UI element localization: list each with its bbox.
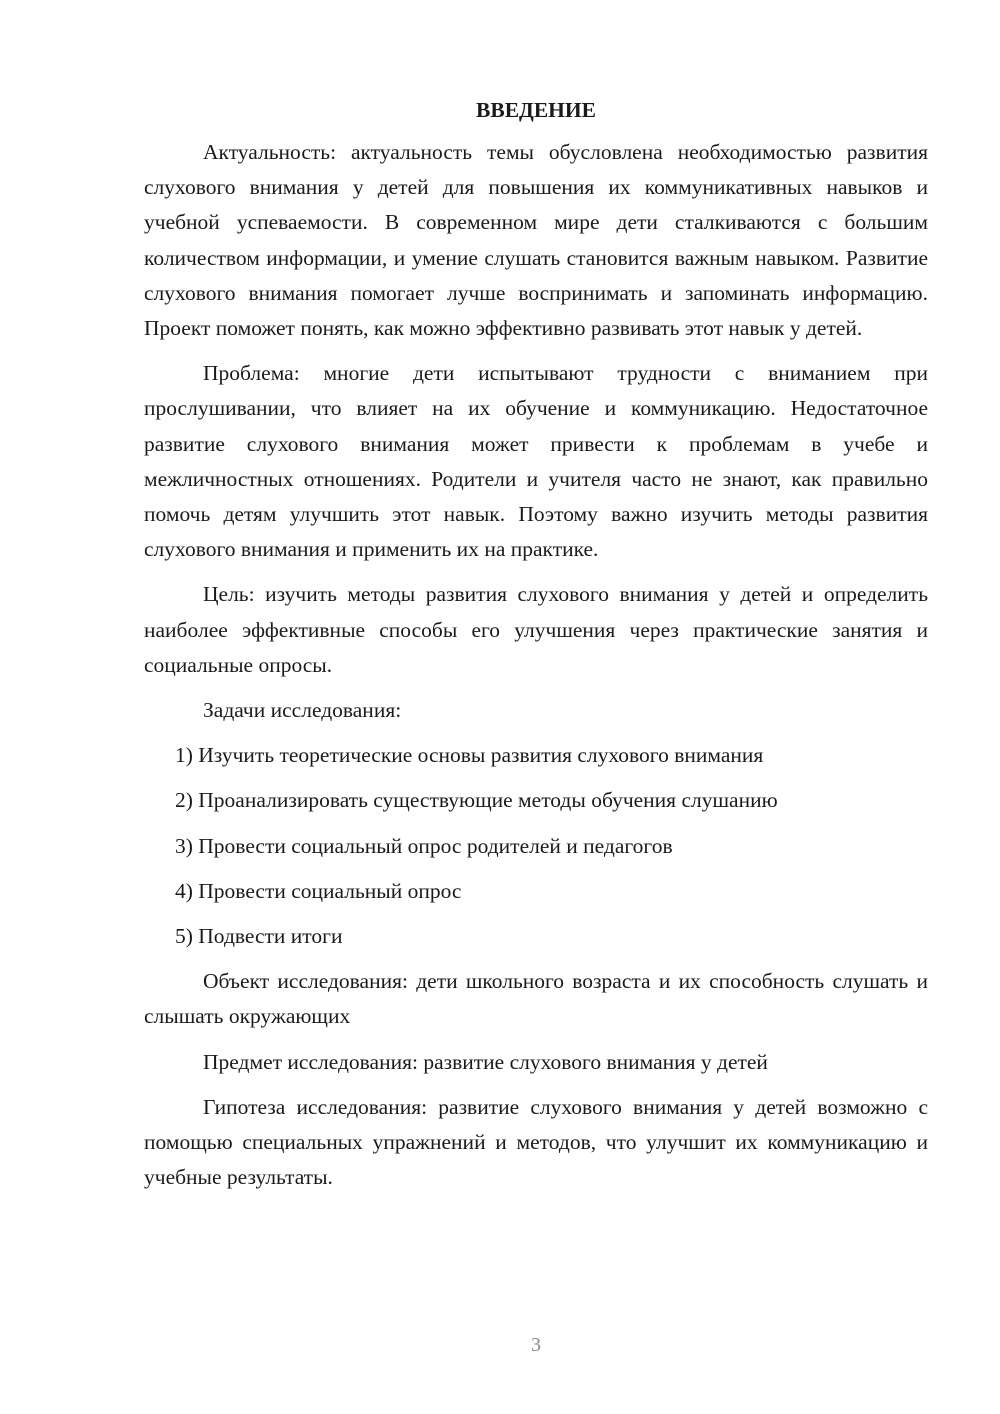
task-item: 1) Изучить теоретические основы развития слухового внимания xyxy=(175,743,764,768)
paragraph-relevance: Актуальность: актуальность темы обусловлена необходимостью развития слухового внимания у детей для повышения их коммуникативных навыков и учебной успеваемости. В современном мире дети сталкиваются с большим количеством информации, и умение слушать становится важным навыком. Развитие слухового внимания помогает лучше воспринимать и запоминать информацию. Проект поможет понять, как можно эффективно развивать этот навык у детей. xyxy=(144,140,928,341)
page-title: ВВЕДЕНИЕ xyxy=(476,98,596,122)
tasks-heading: Задачи исследования: xyxy=(203,698,402,723)
paragraph-goal: Цель: изучить методы развития слухового внимания у детей и определить наиболее эффективные способы его улучшения через практические занятия и социальные опросы. xyxy=(144,582,928,677)
task-item: 2) Проанализировать существующие методы обучения слушанию xyxy=(175,788,778,813)
paragraph-subject: Предмет исследования: развитие слухового внимания у детей xyxy=(203,1049,768,1074)
paragraph-hypothesis: Гипотеза исследования: развитие слухового внимания у детей возможно с помощью специальных упражнений и методов, что улучшит их коммуникацию и учебные результаты. xyxy=(144,1094,928,1190)
task-item: 3) Провести социальный опрос родителей и педагогов xyxy=(175,833,673,858)
task-item: 5) Подвести итоги xyxy=(175,924,343,949)
paragraph-object: Объект исследования: дети школьного возраста и их способность слушать и слышать окружающих xyxy=(144,969,928,1029)
tasks-list xyxy=(144,738,928,954)
task-item: 4) Провести социальный опрос xyxy=(175,878,462,903)
page-number: 3 xyxy=(531,1334,541,1356)
page-content xyxy=(144,95,928,1205)
paragraph-problem: Проблема: многие дети испытывают трудности с вниманием при прослушивании, что влияет на их обучение и коммуникацию. Недостаточное развитие слухового внимания может привести к проблемам в учебе и межличностных отношениях. Родители и учителя часто не знают, как правильно помочь детям улучшить этот навык. Поэтому важно изучить методы развития слухового внимания и применить их на практике. xyxy=(144,361,928,562)
